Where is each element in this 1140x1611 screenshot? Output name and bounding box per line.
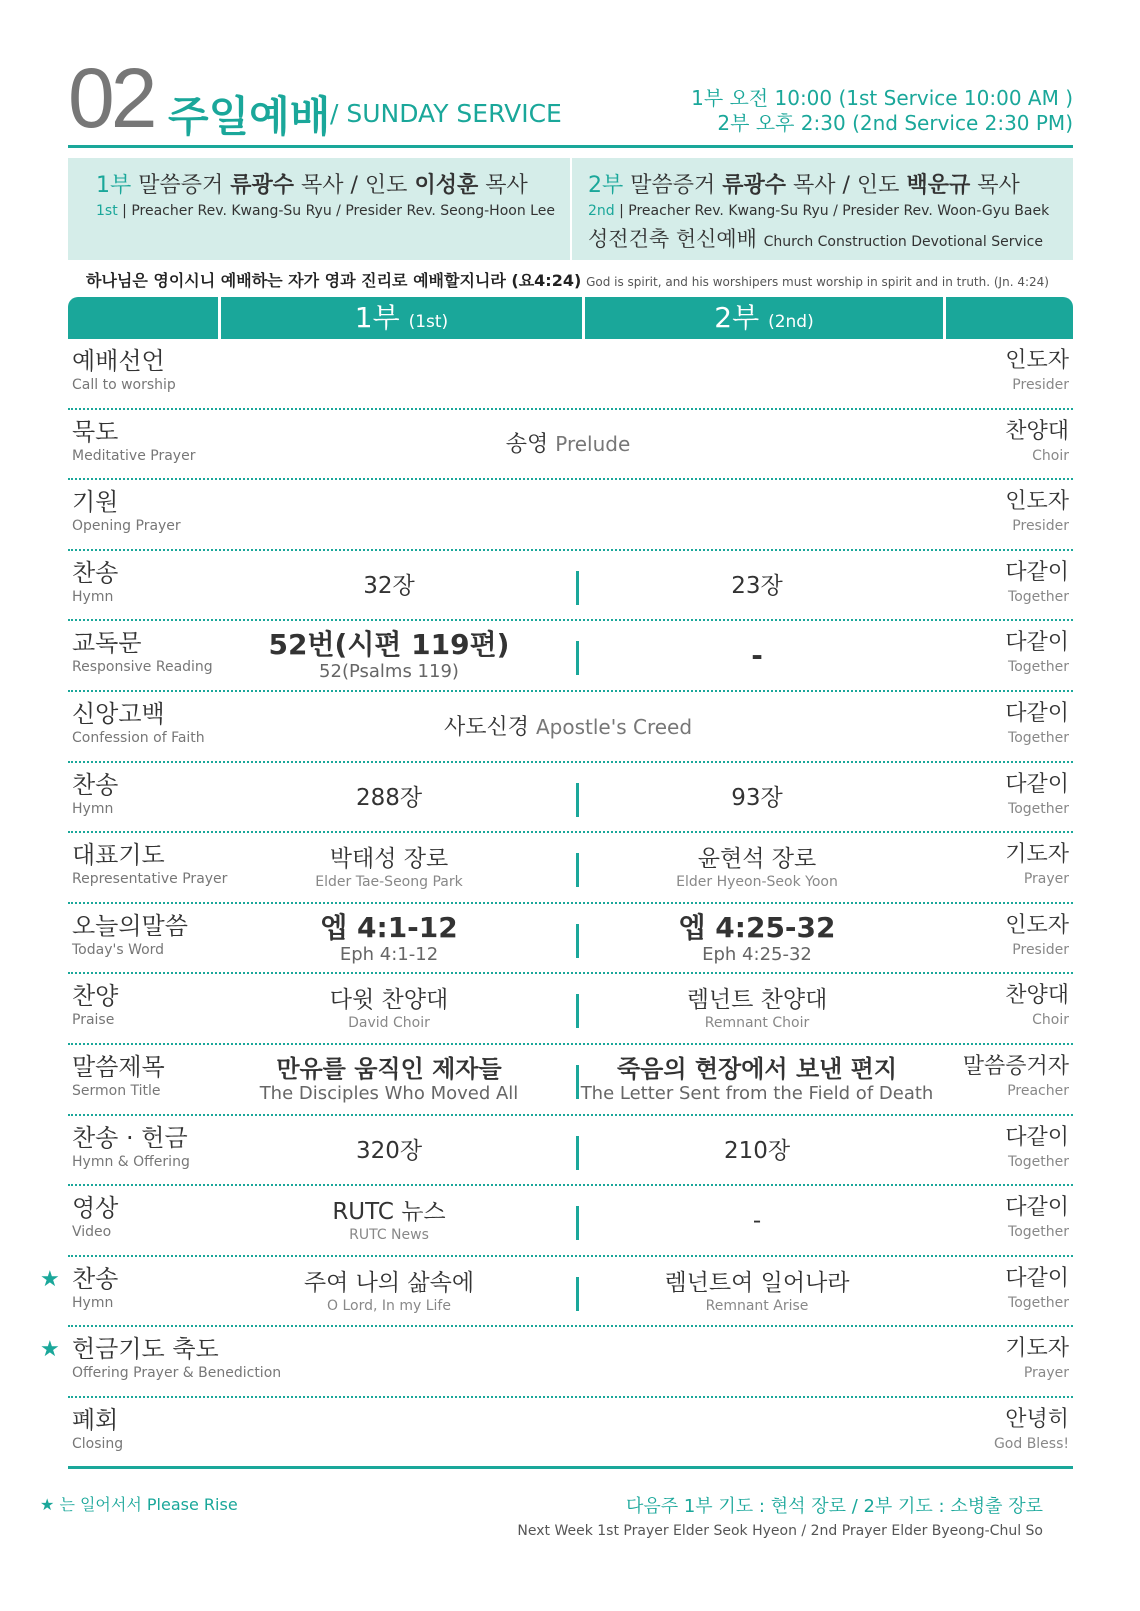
column-second-label: 2부 bbox=[714, 301, 760, 334]
role-en: Prayer bbox=[1023, 1365, 1069, 1382]
role-kr: 인도자 bbox=[1005, 489, 1069, 515]
service-label: 2부 bbox=[588, 173, 624, 198]
service-time-1: 1부 오전 10:00 (1st Service 10:00 AM ) bbox=[691, 86, 1073, 110]
item-role bbox=[1005, 487, 1069, 535]
item-label bbox=[72, 699, 205, 747]
service-label-en: 2nd bbox=[588, 203, 615, 219]
item-name-kr: 찬송 bbox=[72, 1264, 119, 1293]
item-label bbox=[72, 1264, 118, 1312]
item-label bbox=[72, 770, 118, 818]
item-label bbox=[72, 628, 213, 676]
role-en: Together bbox=[1008, 659, 1069, 676]
first-service-cell bbox=[228, 904, 550, 974]
scripture-verse bbox=[86, 268, 1049, 291]
column-header bbox=[68, 297, 1073, 339]
shared-en: Apostle's Creed bbox=[535, 714, 693, 739]
item-role bbox=[1005, 558, 1069, 606]
role-en: Preacher bbox=[1007, 1083, 1069, 1099]
second-service-cell bbox=[596, 974, 918, 1044]
table-row bbox=[68, 692, 1073, 763]
role-en: Together bbox=[1008, 1224, 1069, 1241]
item-name-en: Hymn bbox=[72, 1294, 114, 1311]
first-service-info bbox=[68, 158, 570, 260]
first-service-value: 320장 bbox=[355, 1137, 423, 1164]
table-row bbox=[68, 1116, 1073, 1187]
second-service-cell bbox=[596, 763, 918, 833]
shared-cell bbox=[368, 692, 768, 762]
item-name-kr: 폐회 bbox=[72, 1406, 119, 1434]
item-name-kr: 대표기도 bbox=[72, 841, 165, 870]
column-first-label-en: (1st) bbox=[408, 312, 449, 332]
second-service-info bbox=[572, 158, 1073, 260]
first-service-value: 만유를 움직인 제자들 bbox=[276, 1055, 502, 1083]
second-service-value-en: Remnant Arise bbox=[705, 1297, 809, 1314]
first-service-value-en: Eph 4:1-12 bbox=[339, 943, 439, 965]
column-header-blank-right bbox=[946, 297, 1073, 339]
column-header-blank-left bbox=[68, 297, 218, 339]
item-name-en: Hymn bbox=[72, 800, 114, 817]
second-service-value-en: Elder Hyeon-Seok Yoon bbox=[676, 874, 838, 891]
service-times bbox=[691, 86, 1073, 136]
first-service-value-en: Elder Tae-Seong Park bbox=[315, 874, 463, 891]
item-role bbox=[1005, 699, 1069, 747]
please-rise-en: Please Rise bbox=[146, 1495, 238, 1514]
item-label bbox=[72, 1405, 123, 1453]
shared-kr: 송영 bbox=[505, 432, 549, 458]
item-name-kr: 영상 bbox=[72, 1194, 119, 1223]
first-service-cell bbox=[228, 763, 550, 833]
item-name-en: Today's Word bbox=[72, 941, 165, 958]
second-service-cell bbox=[580, 1045, 934, 1115]
item-name-en: Responsive Reading bbox=[72, 659, 213, 676]
verse-kr: 하나님은 영이시니 예배하는 자가 영과 진리로 예배할지니라 (요4:24) bbox=[86, 271, 582, 290]
item-role bbox=[1005, 1123, 1069, 1171]
role-en: Presider bbox=[1012, 377, 1069, 393]
role-en: Together bbox=[1008, 800, 1069, 817]
star-icon: ★ bbox=[40, 1266, 60, 1292]
table-row bbox=[68, 763, 1073, 834]
item-role bbox=[1005, 770, 1069, 818]
role-en: Together bbox=[1008, 730, 1069, 746]
role-kr: 기도자 bbox=[1005, 842, 1069, 868]
second-service-cell bbox=[596, 551, 918, 621]
table-row bbox=[68, 1186, 1073, 1257]
item-role bbox=[1005, 1264, 1069, 1312]
column-divider bbox=[576, 571, 579, 605]
item-role bbox=[963, 1052, 1069, 1100]
role-kr: 인도자 bbox=[1005, 348, 1069, 373]
item-name-en: Hymn & Offering bbox=[72, 1153, 190, 1170]
column-second-label-en: (2nd) bbox=[768, 312, 814, 332]
please-rise-note bbox=[40, 1492, 238, 1515]
first-service-cell bbox=[228, 1116, 550, 1186]
item-name-en: Call to worship bbox=[72, 377, 176, 393]
item-label bbox=[72, 1193, 118, 1241]
second-service-value: 윤현석 장로 bbox=[697, 846, 817, 873]
verse-en: God is spirit, and his worshipers must worship in spirit and in truth. (Jn. 4:24) bbox=[586, 275, 1049, 289]
item-label bbox=[72, 1123, 190, 1171]
column-divider bbox=[576, 924, 579, 958]
second-service-value: 210장 bbox=[723, 1137, 791, 1164]
item-role bbox=[1005, 628, 1069, 676]
second-service-value: 93장 bbox=[731, 784, 783, 811]
first-service-value-en: O Lord, In my Life bbox=[327, 1297, 451, 1314]
first-service-value-en: The Disciples Who Moved All bbox=[259, 1083, 519, 1104]
table-row bbox=[40, 1257, 1073, 1328]
first-service-value: 32장 bbox=[363, 572, 415, 599]
item-label bbox=[72, 558, 118, 606]
shared-cell bbox=[368, 410, 768, 480]
first-service-value-en: 52(Psalms 119) bbox=[319, 661, 459, 683]
role-kr: 다같이 bbox=[1005, 771, 1069, 797]
item-name-kr: 말씀제목 bbox=[72, 1053, 165, 1081]
table-row bbox=[68, 339, 1073, 410]
item-label bbox=[72, 346, 176, 394]
next-week-kr: 다음주 1부 기도 : 현석 장로 / 2부 기도 : 소병출 장로 bbox=[625, 1496, 1043, 1517]
page-title: 주일예배 bbox=[168, 92, 331, 141]
presider-name: 백운규 bbox=[906, 173, 971, 198]
column-divider bbox=[576, 853, 579, 887]
please-rise-kr: 는 일어서서 bbox=[59, 1495, 142, 1514]
item-name-en: Sermon Title bbox=[72, 1083, 161, 1099]
second-service-value: - bbox=[751, 639, 763, 673]
second-service-value: 죽음의 현장에서 보낸 편지 bbox=[616, 1055, 898, 1083]
first-service-cell bbox=[228, 621, 550, 691]
role-en: Together bbox=[1008, 1294, 1069, 1311]
item-role bbox=[1005, 1334, 1069, 1382]
table-row bbox=[68, 1045, 1073, 1116]
item-role bbox=[1005, 1193, 1069, 1241]
role-en: Choir bbox=[1032, 447, 1069, 464]
preacher-info-en: | Preacher Rev. Kwang-Su Ryu / Presider Rev. Woon-Gyu Baek bbox=[619, 203, 1050, 219]
item-role bbox=[1005, 346, 1069, 394]
item-label bbox=[72, 417, 195, 465]
role-kr: 안녕히 bbox=[1005, 1407, 1069, 1432]
table-row bbox=[68, 1398, 1073, 1469]
column-header-second bbox=[585, 297, 943, 339]
item-name-en: Confession of Faith bbox=[72, 730, 205, 746]
role-en: Presider bbox=[1012, 941, 1069, 958]
first-service-value-en: David Choir bbox=[348, 1015, 430, 1032]
table-row bbox=[68, 480, 1073, 551]
item-name-en: Offering Prayer & Benediction bbox=[72, 1365, 282, 1382]
service-label-en: 1st bbox=[96, 203, 118, 219]
service-label: 1부 bbox=[96, 173, 132, 198]
table-row bbox=[40, 1327, 1073, 1398]
page-subtitle: / SUNDAY SERVICE bbox=[330, 99, 562, 128]
column-header-first bbox=[221, 297, 582, 339]
shared-en: Prelude bbox=[555, 432, 631, 457]
item-label bbox=[72, 981, 118, 1029]
first-service-cell bbox=[228, 1186, 550, 1256]
first-service-value: RUTC 뉴스 bbox=[332, 1199, 446, 1226]
item-name-kr: 묵도 bbox=[72, 417, 119, 446]
item-name-kr: 찬송 bbox=[72, 770, 119, 799]
preacher-role-label: 말씀증거 bbox=[138, 173, 224, 198]
role-en: Together bbox=[1008, 588, 1069, 605]
role-kr: 다같이 bbox=[1005, 1195, 1069, 1221]
preacher-info-en: | Preacher Rev. Kwang-Su Ryu / Presider Rev. Seong-Hoon Lee bbox=[122, 203, 555, 219]
item-name-en: Meditative Prayer bbox=[72, 447, 196, 464]
title-suffix: 목사 bbox=[485, 173, 528, 198]
role-kr: 다같이 bbox=[1005, 701, 1069, 726]
second-service-cell bbox=[596, 904, 918, 974]
item-role bbox=[1005, 840, 1069, 888]
presider-role-label: 목사 / 인도 bbox=[301, 173, 408, 198]
next-week-en: Next Week 1st Prayer Elder Seok Hyeon / 2nd Prayer Elder Byeong-Chul So bbox=[517, 1523, 1043, 1539]
preacher-name: 류광수 bbox=[230, 173, 295, 198]
first-service-cell bbox=[228, 551, 550, 621]
second-service-value: 23장 bbox=[731, 572, 783, 599]
table-row bbox=[68, 551, 1073, 622]
star-icon: ★ bbox=[40, 1337, 60, 1363]
preacher-name: 류광수 bbox=[722, 173, 787, 198]
first-service-cell bbox=[228, 833, 550, 903]
item-role bbox=[1005, 911, 1069, 959]
star-icon: ★ bbox=[40, 1495, 55, 1514]
presider-role-label: 목사 / 인도 bbox=[793, 173, 900, 198]
first-service-value-en: RUTC News bbox=[349, 1227, 429, 1244]
table-row bbox=[68, 621, 1073, 692]
preacher-role-label: 말씀증거 bbox=[630, 173, 716, 198]
item-name-kr: 찬양 bbox=[72, 982, 119, 1011]
role-kr: 기도자 bbox=[1005, 1336, 1069, 1362]
table-row bbox=[68, 410, 1073, 481]
second-service-value: 엡 4:25-32 bbox=[678, 910, 836, 944]
item-name-kr: 교독문 bbox=[72, 629, 142, 658]
item-name-en: Hymn bbox=[72, 588, 114, 605]
column-first-label: 1부 bbox=[354, 301, 400, 334]
first-service-value: 52번(시편 119편) bbox=[268, 628, 510, 662]
role-en: Presider bbox=[1012, 518, 1069, 535]
table-row bbox=[68, 904, 1073, 975]
role-kr: 다같이 bbox=[1005, 1124, 1069, 1150]
second-service-cell bbox=[596, 1257, 918, 1327]
second-service-value: - bbox=[752, 1208, 762, 1235]
item-name-kr: 찬송 · 헌금 bbox=[72, 1123, 188, 1152]
item-name-kr: 찬송 bbox=[72, 558, 119, 587]
first-service-value: 288장 bbox=[355, 784, 423, 811]
role-kr: 다같이 bbox=[1005, 630, 1069, 656]
role-kr: 인도자 bbox=[1005, 912, 1069, 938]
item-label bbox=[72, 487, 181, 535]
role-en: God Bless! bbox=[993, 1436, 1069, 1452]
title-suffix: 목사 bbox=[977, 173, 1020, 198]
column-divider bbox=[576, 1065, 579, 1099]
role-en: Prayer bbox=[1023, 871, 1069, 888]
item-label bbox=[72, 1334, 281, 1382]
role-en: Choir bbox=[1032, 1012, 1069, 1029]
item-name-en: Video bbox=[72, 1224, 112, 1241]
special-service-en: Church Construction Devotional Service bbox=[763, 234, 1043, 250]
column-divider bbox=[576, 783, 579, 817]
next-week-prayer bbox=[517, 1494, 1043, 1542]
item-role bbox=[1005, 417, 1069, 465]
section-number: 02 bbox=[68, 51, 154, 145]
role-en: Together bbox=[1008, 1153, 1069, 1170]
item-name-en: Representative Prayer bbox=[72, 871, 228, 888]
table-row bbox=[68, 974, 1073, 1045]
second-service-value-en: The Letter Sent from the Field of Death bbox=[580, 1083, 934, 1104]
second-service-cell bbox=[596, 1186, 918, 1256]
item-name-kr: 신앙고백 bbox=[72, 700, 165, 728]
item-name-kr: 기원 bbox=[72, 488, 119, 517]
item-role bbox=[1005, 981, 1069, 1029]
item-label bbox=[72, 840, 227, 888]
item-label bbox=[72, 911, 188, 959]
first-service-value: 주여 나의 삶속에 bbox=[303, 1269, 475, 1296]
service-time-2: 2부 오후 2:30 (2nd Service 2:30 PM) bbox=[717, 111, 1073, 135]
item-label bbox=[72, 1052, 165, 1100]
shared-kr: 사도신경 bbox=[443, 714, 529, 740]
column-divider bbox=[576, 1136, 579, 1170]
role-kr: 말씀증거자 bbox=[962, 1054, 1069, 1079]
first-service-cell bbox=[228, 1045, 550, 1115]
second-service-cell bbox=[596, 621, 918, 691]
item-name-en: Praise bbox=[72, 1012, 115, 1029]
role-kr: 찬양대 bbox=[1005, 418, 1069, 444]
role-kr: 다같이 bbox=[1005, 1265, 1069, 1291]
first-service-value: 다윗 찬양대 bbox=[329, 987, 449, 1014]
first-service-value: 엡 4:1-12 bbox=[320, 910, 458, 944]
second-service-cell bbox=[596, 833, 918, 903]
column-divider bbox=[576, 1277, 579, 1311]
second-service-value-en: Remnant Choir bbox=[704, 1015, 810, 1032]
table-row bbox=[68, 833, 1073, 904]
column-divider bbox=[576, 641, 579, 675]
second-service-cell bbox=[596, 1116, 918, 1186]
second-service-value: 렘넌트여 일어나라 bbox=[664, 1269, 850, 1296]
second-service-value: 렘넌트 찬양대 bbox=[686, 987, 828, 1014]
first-service-cell bbox=[228, 1257, 550, 1327]
second-service-value-en: Eph 4:25-32 bbox=[702, 943, 812, 965]
item-name-kr: 예배선언 bbox=[72, 347, 165, 375]
role-kr: 다같이 bbox=[1005, 559, 1069, 585]
column-divider bbox=[576, 1206, 579, 1240]
first-service-cell bbox=[228, 974, 550, 1044]
special-service-kr: 성전건축 헌신예배 bbox=[588, 227, 757, 251]
item-role bbox=[994, 1405, 1069, 1453]
page-header bbox=[68, 51, 1073, 148]
item-name-en: Opening Prayer bbox=[72, 518, 181, 535]
role-kr: 찬양대 bbox=[1005, 983, 1069, 1009]
item-name-kr: 헌금기도 축도 bbox=[72, 1335, 219, 1364]
item-name-en: Closing bbox=[72, 1436, 124, 1452]
first-service-value: 박태성 장로 bbox=[329, 846, 449, 873]
presider-name: 이성훈 bbox=[414, 173, 479, 198]
item-name-kr: 오늘의말씀 bbox=[72, 911, 188, 940]
column-divider bbox=[576, 994, 579, 1028]
